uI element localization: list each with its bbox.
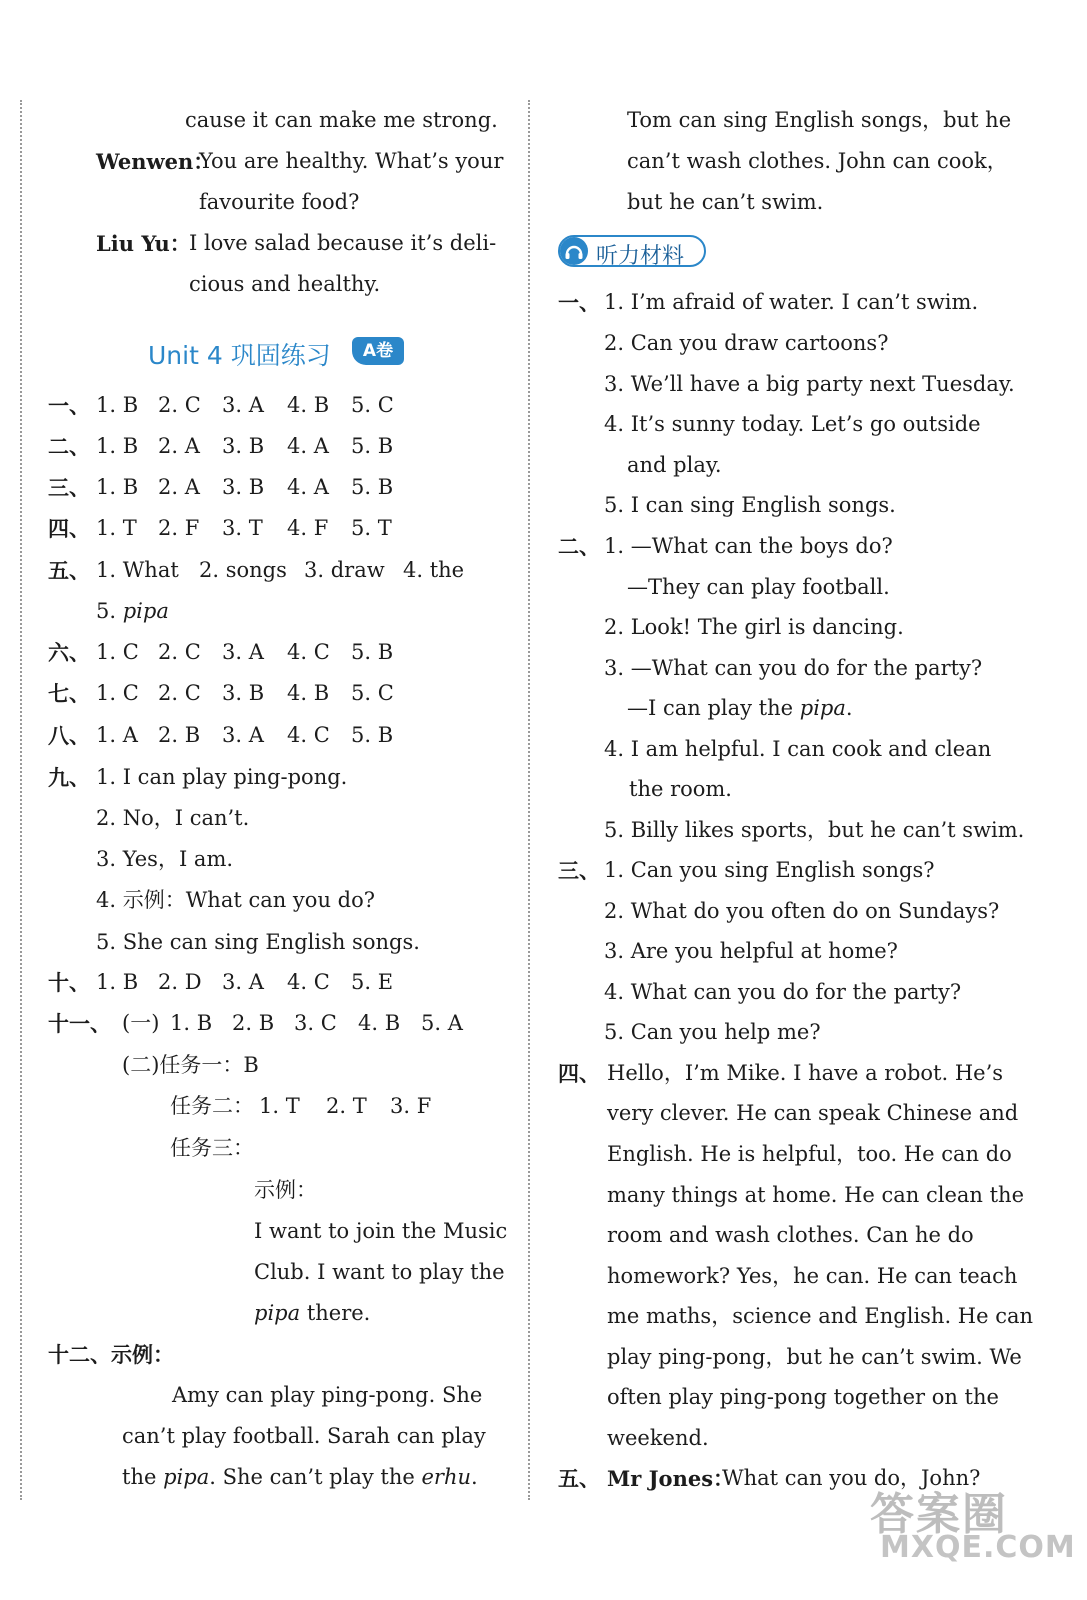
transcript-line: 5. Billy likes sports，but he can’t swim. [604, 818, 1025, 842]
transcript-line: room and wash clothes. Can he do [607, 1223, 974, 1247]
section-label: 五、 [558, 1466, 600, 1491]
section-label: 六、 [48, 640, 90, 665]
answer-item: 2. D [158, 970, 202, 994]
transcript-line: very clever. He can speak Chinese and [607, 1101, 1019, 1125]
answer-item: 2. C [158, 681, 201, 705]
answer-item: 4. the [403, 558, 465, 582]
section-label: 十、 [48, 970, 90, 995]
essay-text: the [122, 1465, 157, 1489]
transcript-line: 3. —What can you do for the party? [604, 656, 983, 680]
answer-line: 5. She can sing English songs. [96, 930, 420, 954]
italic-word: pipa [254, 1301, 301, 1325]
transcript-line: 1. I’m afraid of water. I can’t swim. [604, 290, 979, 314]
answer-item: 4. A [287, 475, 329, 499]
answer-item: 4. B [287, 393, 330, 417]
essay-line: can’t play football. Sarah can play [122, 1424, 486, 1448]
answer-line: 1. I can play ping-pong. [96, 765, 348, 789]
italic-word: pipa [163, 1465, 210, 1489]
answer-item: 5. C [351, 393, 394, 417]
section-label: 四、 [558, 1061, 600, 1086]
answer-line: 4. 示例：What can you do? [96, 888, 375, 912]
answer-item: 1. B [170, 1011, 213, 1035]
transcript-line: many things at home. He can clean the [607, 1183, 1025, 1207]
transcript-line: 3. Are you helpful at home? [604, 939, 898, 963]
answer-item: 2. C [158, 393, 201, 417]
speaker-liuyu: Liu Yu： [96, 231, 191, 256]
transcript-line: 3. We’ll have a big party next Tuesday. [604, 372, 1015, 396]
answer-item: 3. A [222, 393, 264, 417]
transcript-line: 2. Look! The girl is dancing. [604, 615, 904, 639]
example-line: I want to join the Music [254, 1219, 508, 1243]
answer-item: 1. T [259, 1094, 300, 1118]
answer-item: 3. F [390, 1094, 432, 1118]
speaker-wenwen: Wenwen： [96, 149, 215, 174]
answer-item: 2. A [158, 434, 200, 458]
answer-item: 2. F [158, 516, 200, 540]
answer-item: 2. C [158, 640, 201, 664]
transcript-line: English. He is helpful，too. He can do [607, 1142, 1012, 1166]
watermark-logo: 答案圈 [870, 1489, 1008, 1540]
task3-label: 任务三： [170, 1136, 254, 1160]
answer-item: 5. B [351, 723, 394, 747]
answer-item: 1. C [96, 640, 139, 664]
answer-item: 3. draw [304, 558, 385, 582]
answer-item: 1. B [96, 393, 139, 417]
column-divider [528, 100, 530, 1500]
answer-item: 5. A [421, 1011, 463, 1035]
section-label: 八、 [48, 723, 90, 748]
transcript-line: 1. Can you sing English songs? [604, 858, 935, 882]
speaker-mr-jones: Mr Jones： [607, 1466, 735, 1491]
section-label: 五、 [48, 558, 90, 583]
headphones-icon [560, 237, 588, 265]
answer-item: 4. B [287, 681, 330, 705]
answer-item: 4. C [287, 723, 330, 747]
section-label: 三、 [558, 858, 600, 883]
answer-item [96, 601, 169, 622]
item-number: 5. [96, 599, 117, 623]
answer-item: 2. B [232, 1011, 275, 1035]
italic-word: pipa [799, 696, 846, 720]
answer-item: 3. A [222, 723, 264, 747]
answer-item: 2. A [158, 475, 200, 499]
answer-item: 4. F [287, 516, 329, 540]
liuyu-line2: cious and healthy. [189, 272, 381, 296]
transcript-line: 4. What can you do for the party? [604, 980, 962, 1004]
example-line [254, 1303, 370, 1324]
transcript-line: 5. I can sing English songs. [604, 493, 896, 517]
answer-item: 5. T [351, 516, 392, 540]
answer-item: 1. B [96, 434, 139, 458]
answer-item: 3. B [222, 434, 265, 458]
transcript-line: 2. Can you draw cartoons? [604, 331, 889, 355]
transcript-line: play ping-pong，but he can’t swim. We [607, 1345, 1022, 1369]
answer-item: 3. B [222, 475, 265, 499]
answer-item: 3. B [222, 681, 265, 705]
answer-item: 3. A [222, 970, 264, 994]
transcript-line: 1. —What can the boys do? [604, 534, 893, 558]
answer-item: 2. songs [199, 558, 287, 582]
answer-item: 3. C [294, 1011, 337, 1035]
section-label: 十二、示例： [48, 1342, 174, 1367]
transcript-line: the room. [629, 777, 732, 801]
section-label: 一、 [558, 290, 600, 315]
answer-item: 2. B [158, 723, 201, 747]
answer-line: 2. No，I can’t. [96, 806, 250, 830]
section-label: 一、 [48, 393, 90, 418]
answer-item: 4. A [287, 434, 329, 458]
answer-item: 1. C [96, 681, 139, 705]
transcript-line: 5. Can you help me? [604, 1020, 821, 1044]
essay-text: . [471, 1465, 478, 1489]
section-label: 四、 [48, 516, 90, 541]
answer-item: 5. B [351, 640, 394, 664]
section-label: 七、 [48, 681, 90, 706]
example-line: Club. I want to play the [254, 1260, 505, 1284]
transcript-line: me maths，science and English. He can [607, 1304, 1034, 1328]
answer-item: 3. A [222, 640, 264, 664]
watermark-url: MXQE.COM [880, 1530, 1076, 1565]
transcript-text: —I can play the [627, 696, 794, 720]
answer-item: 4. B [358, 1011, 401, 1035]
italic-word: pipa [122, 599, 169, 623]
essay-line: Amy can play ping-pong. She [172, 1383, 483, 1407]
section-label: 二、 [558, 534, 600, 559]
intro-line1: cause it can make me strong. [185, 108, 498, 132]
section-label: 九、 [48, 765, 90, 790]
unit-badge: A卷 [352, 337, 404, 365]
answer-item: 4. C [287, 640, 330, 664]
liuyu-line1: I love salad because it’s deli- [189, 231, 497, 255]
answer-item: 5. B [351, 434, 394, 458]
italic-word: erhu [421, 1465, 472, 1489]
answer-item: 1. T [96, 516, 137, 540]
text-line: but he can’t swim. [627, 190, 824, 214]
transcript-line: 2. What do you often do on Sundays? [604, 899, 1000, 923]
text-line: can’t wash clothes. John can cook， [627, 149, 1008, 173]
essay-line [122, 1467, 478, 1488]
answer-item: 3. T [222, 516, 263, 540]
section-label: 三、 [48, 475, 90, 500]
answer-item: 5. B [351, 475, 394, 499]
answer-item: 1. A [96, 723, 138, 747]
left-margin-line [20, 100, 22, 1500]
answer-item: 1. B [96, 475, 139, 499]
transcript-line: 4. It’s sunny today. Let’s go outside [604, 412, 981, 436]
example-label: 示例： [254, 1178, 317, 1202]
section-label: 十一、 [48, 1011, 111, 1036]
listening-title: 听力材料 [596, 244, 685, 269]
wenwen-line1: You are healthy. What’s your [199, 149, 504, 173]
part2-line: (二)任务一：B [122, 1053, 259, 1077]
answer-item: 1. B [96, 970, 139, 994]
transcript-line: weekend. [607, 1426, 709, 1450]
transcript-line: often play ping-pong together on the [607, 1385, 999, 1409]
part-label: (一) [122, 1011, 160, 1035]
answer-item: 5. C [351, 681, 394, 705]
transcript-line: 4. I am helpful. I can cook and clean [604, 737, 992, 761]
section-label: 二、 [48, 434, 90, 459]
transcript-line [627, 698, 853, 719]
answer-item: 2. T [326, 1094, 367, 1118]
wenwen-line2: favourite food? [199, 190, 360, 214]
text-line: Tom can sing English songs，but he [627, 108, 1012, 132]
essay-text: . She can’t play the [209, 1465, 415, 1489]
transcript-line: What can you do，John? [722, 1466, 981, 1490]
answer-item: 5. E [351, 970, 394, 994]
answer-item: 4. C [287, 970, 330, 994]
task2-label: 任务二： [170, 1094, 254, 1118]
answer-item: 1. What [96, 558, 179, 582]
transcript-line: Hello，I’m Mike. I have a robot. He’s [607, 1061, 1004, 1085]
example-text: there. [306, 1301, 371, 1325]
unit-title: Unit 4 巩固练习 [148, 341, 331, 370]
transcript-text: . [845, 696, 853, 720]
transcript-line: —They can play football. [627, 575, 890, 599]
transcript-line: and play. [627, 453, 722, 477]
answer-line: 3. Yes，I am. [96, 847, 234, 871]
transcript-line: homework? Yes，he can. He can teach [607, 1264, 1018, 1288]
